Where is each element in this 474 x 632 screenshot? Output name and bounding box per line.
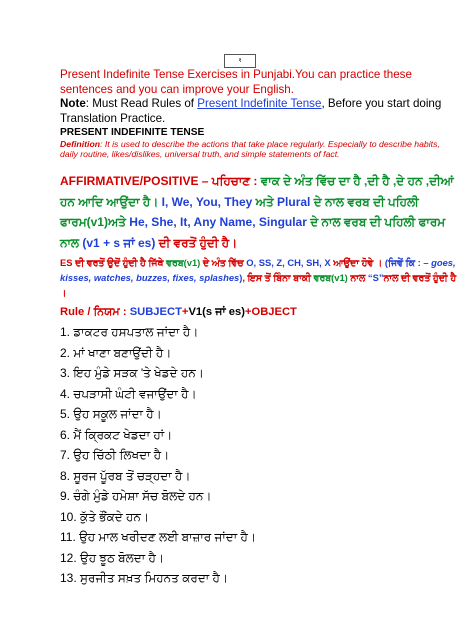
- list-item: 11. ਉਹ ਮਾਲ ਖਰੀਦਣ ਲਈ ਬਾਜ਼ਾਰ ਜਾਂਦਾ ਹੈ।: [60, 530, 256, 544]
- es-text-5: ਨਾਲ: [347, 272, 368, 283]
- section-heading: PRESENT INDEFINITE TENSE: [60, 127, 205, 138]
- rule-plus-2: +: [244, 306, 252, 318]
- affirmative-text-4: ਦੀ ਵਰਤੋਂ ਹੁੰਦੀ ਹੈ।: [155, 235, 238, 250]
- affirmative-text-1: ਵਾਕ ਦੇ ਅੰਤ ਵਿੱਚ ਦਾ ਹੈ ,ਦੀ ਹੈ ,ਦੇ ਹਨ ,ਦੀਆਂ ਹਨ ਆਦਿ ਆਉਂਦਾ ਹੈ।: [60, 174, 454, 209]
- es-label: ES: [60, 257, 73, 268]
- rule-plus-1: +: [181, 306, 189, 318]
- es-text-2: ਦੇ ਅੰਤ ਵਿੱਚ: [200, 257, 247, 268]
- list-item: 7. ਉਹ ਚਿੱਠੀ ਲਿਖਦਾ ਹੈ।: [60, 448, 170, 462]
- list-item: 5. ਉਹ ਸਕੂਲ ਜਾਂਦਾ ਹੈ।: [60, 407, 162, 421]
- note-text-after: , Before you start doing Translation Practice.: [60, 97, 442, 125]
- note-paragraph: [60, 97, 460, 126]
- list-item: 8. ਸੂਰਜ ਪੂੱਰਬ ਤੋਂ ਚੜ੍ਹਦਾ ਹੈ।: [60, 468, 191, 483]
- affirmative-and-2: ਅਤੇ: [107, 215, 126, 229]
- definition-paragraph: [60, 139, 460, 159]
- rule-line: [60, 304, 460, 320]
- rule-label: Rule / ਨਿਯਮ :: [60, 306, 130, 318]
- affirmative-plural: Plural: [273, 194, 314, 209]
- list-item: 9. ਚੰਗੇ ਮੁੰਡੇ ਹਮੇਸ਼ਾ ਸੱਚ ਬੋਲਦੇ ਹਨ।: [60, 489, 212, 503]
- affirmative-and: ਅਤੇ: [255, 194, 274, 209]
- page-number: १: [224, 54, 256, 68]
- affirmative-text-2: ਦੇ ਨਾਲ ਵਰਬ ਦੀ ਪਹਿਲੀ ਫਾਰਮ(v1): [60, 194, 419, 229]
- intro-line-1: Present Indefinite Tense Exercises in Punjabi.You can practice these: [60, 68, 412, 81]
- intro-line-2: sentences and you can improve your English.: [60, 82, 294, 96]
- es-verb: ਵਰਬ(v1): [166, 257, 201, 268]
- note-label: Note: [60, 97, 86, 110]
- es-letters: O, SS, Z, CH, SH, X: [246, 257, 331, 268]
- list-item: 10. ਕੁੱਤੇ ਭੌਂਕਦੇ ਹਨ।: [60, 509, 149, 524]
- list-item: 2. ਮਾਂ ਖਾਣਾ ਬਣਾਉਂਦੀ ਹੈ।: [60, 345, 172, 360]
- document-content: [60, 68, 460, 589]
- definition-label: Definition: [60, 139, 101, 149]
- definition-text: : It is used to describe the actions that take place regularly. Especially to describe habits, daily routine, likes/dislikes, universal truth, and simple statements of fact.: [60, 139, 440, 159]
- intro-paragraph: [60, 68, 460, 97]
- affirmative-subjects: I, We, You, They: [158, 194, 256, 209]
- affirmative-subjects-2: He, She, It, Any Name, Singular: [125, 215, 311, 229]
- affirmative-paragraph: [60, 171, 460, 253]
- rule-v1: V1(s ਜਾਂ es): [188, 306, 245, 318]
- es-s-letter: “S”: [367, 272, 384, 283]
- es-text-1: ਦੀ ਵਰਤੋਂ ਉਦੋਂ ਹੁੰਦੀ ਹੈ ਜਿੱਥੇ: [72, 257, 167, 268]
- es-text-6: ਨਾਲ ਦੀ ਵਰਤੋਂ ਹੁੰਦੀ ਹੈ ।: [60, 272, 457, 298]
- affirmative-text-3: ਦੇ ਨਾਲ ਵਰਬ ਦੀ ਪਹਿਲੀ ਫਾਰਮ ਨਾਲ: [60, 215, 446, 250]
- list-item: 4. ਚਪੜਾਸੀ ਘੰਟੀ ਵਜਾਉਂਦਾ ਹੈ।: [60, 386, 197, 401]
- list-item: 6. ਮੈਂ ਕ੍ਰਿਕਟ ਖੇਡਦਾ ਹਾਂ।: [60, 427, 173, 442]
- list-item: 13. ਸੁਰਜੀਤ ਸਖ਼ਤ ਮਿਹਨਤ ਕਰਦਾ ਹੈ।: [60, 571, 228, 585]
- rule-object: OBJECT: [251, 306, 297, 318]
- rule-subject: SUBJECT: [129, 306, 182, 318]
- es-text-4: , ਇਸ ਤੋਂ ਬਿੰਨਾ ਬਾਕੀ: [242, 272, 314, 283]
- es-examples: – goes, kisses, watches, buzzes, fixes, splashes: [60, 257, 456, 283]
- list-item: 12. ਉਹ ਝੂਠ ਬੋਲਦਾ ਹੈ।: [60, 550, 164, 565]
- affirmative-formula: (v1 + s ਜਾਂ es): [82, 235, 156, 250]
- list-item: 3. ਇਹ ਮੁੰਡੇ ਸੜਕ 'ਤੇ ਖੇਡਦੇ ਹਨ।: [60, 366, 204, 380]
- present-indefinite-tense-link[interactable]: Present Indefinite Tense: [197, 97, 322, 110]
- list-item: 1. ਡਾਕਟਰ ਹਸਪਤਾਲ ਜਾਂਦਾ ਹੈ।: [60, 325, 199, 339]
- es-text-3: ਆਉਂਦਾ ਹੋਵੇ ।: [330, 257, 385, 268]
- affirmative-heading: AFFIRMATIVE/POSITIVE – ਪਹਿਚਾਣ :: [60, 174, 261, 188]
- es-example-close: ): [239, 272, 243, 283]
- es-verb-2: ਵਰਬ(v1): [313, 272, 348, 283]
- es-example-open: (ਜਿਵੇਂ ਕਿ :: [384, 257, 424, 268]
- es-rule-paragraph: [60, 255, 460, 300]
- note-text-before: : Must Read Rules of: [85, 97, 198, 110]
- sentence-list: [60, 322, 460, 589]
